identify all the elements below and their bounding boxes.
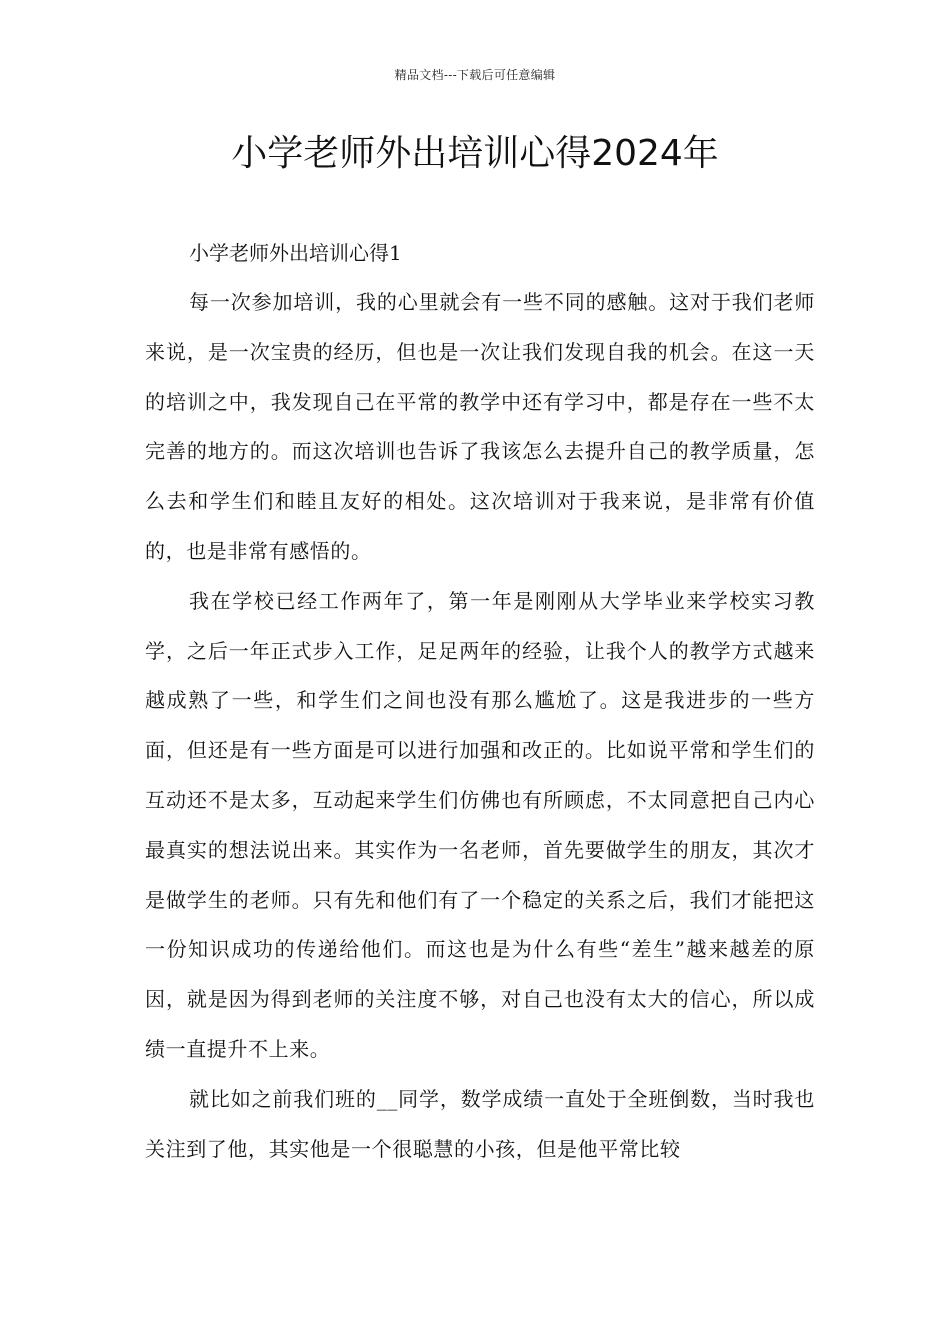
header-note: 精品文档---下载后可任意编辑: [394, 68, 556, 82]
document-title: 小学老师外出培训心得2024年: [231, 133, 719, 174]
paragraph-1: 每一次参加培训，我的心里就会有一些不同的感触。这对于我们老师来说，是一次宝贵的经历，但也是一次让我们发现自我的机会。在这一天的培训之中，我发现自己在平常的教学中还有学习中，都是存在一些不太完善的地方的。而这次培训也告诉了我该怎么去提升自己的教学质量，怎么去和学生们和睦且友好的相处。这次培训对于我来说，是非常有价值的，也是非常有感悟的。: [145, 290, 815, 563]
section-heading: 小学老师外出培训心得1: [189, 241, 402, 265]
document-body: [145, 228, 815, 1174]
paragraph-2: 我在学校已经工作两年了，第一年是刚刚从大学毕业来学校实习教学，之后一年正式步入工作，足足两年的经验，让我个人的教学方式越来越成熟了一些，和学生们之间也没有那么尴尬了。这是我进步的一些方面，但还是有一些方面是可以进行加强和改正的。比如说平常和学生们的互动还不是太多，互动起来学生们仿佛也有所顾虑，不太同意把自己内心最真实的想法说出来。其实作为一名老师，首先要做学生的朋友，其次才是做学生的老师。只有先和他们有了一个稳定的关系之后，我们才能把这一份知识成功的传递给他们。而这也是为什么有些“差生”越来越差的原因，就是因为得到老师的关注度不够，对自己也没有太大的信心，所以成绩一直提升不上来。: [145, 588, 815, 1061]
paragraph-3: 就比如之前我们班的__同学，数学成绩一直处于全班倒数，当时我也关注到了他，其实他是一个很聪慧的小孩，但是他平常比较: [145, 1086, 815, 1161]
